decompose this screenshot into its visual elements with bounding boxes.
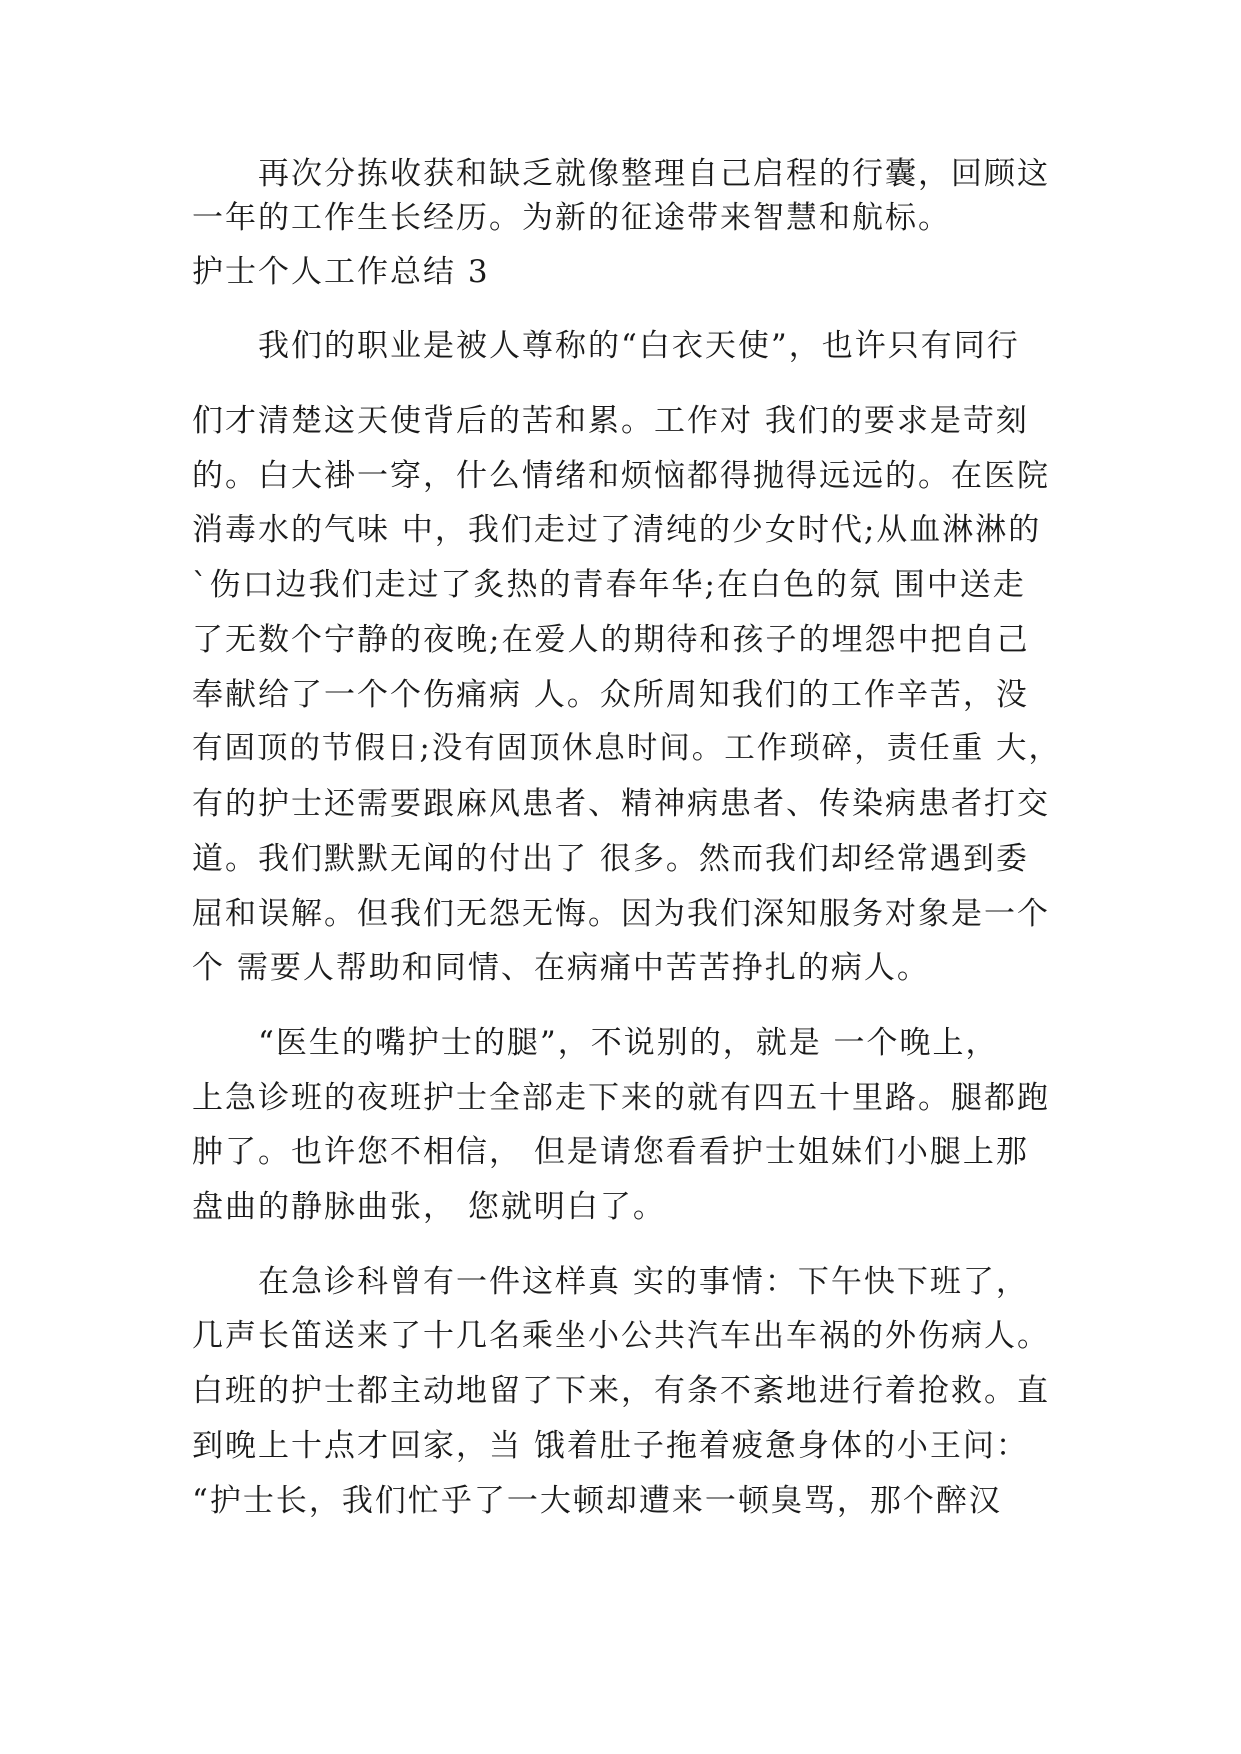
text-line: 们才清楚这天使背后的苦和累。工作对 我们的要求是苛刻 <box>192 403 1029 439</box>
text-line: 个 需要人帮助和同情、在病痛中苦苦挣扎的病人。 <box>192 950 930 986</box>
text-line: 白班的护士都主动地留了下来，有条不紊地进行着抢救。直 <box>192 1373 1050 1409</box>
text-line: 有的护士还需要跟麻风患者、精神病患者、传染病患者打交 <box>192 786 1050 822</box>
text-line: 奉献给了一个个伤痛病 人。众所周知我们的工作辛苦，没 <box>192 677 1029 713</box>
text-line: 在急诊科曾有一件这样真 实的事情：下午快下班了， <box>192 1264 1029 1300</box>
text-line: 上急诊班的夜班护士全部走下来的就有四五十里路。腿都跑 <box>192 1080 1050 1116</box>
text-line: 再次分拣收获和缺乏就像整理自己启程的行囊，回顾这 <box>192 156 1050 192</box>
section-heading: 护士个人工作总结 3 <box>192 254 490 290</box>
text-line: 一年的工作生长经历。为新的征途带来智慧和航标。 <box>192 200 951 236</box>
text-line: 到晚上十点才回家，当 饿着肚子拖着疲惫身体的小王问： <box>192 1428 1029 1464</box>
text-line: 盘曲的静脉曲张， 您就明白了。 <box>192 1189 666 1225</box>
text-line: 几声长笛送来了十几名乘坐小公共汽车出车祸的外伤病人。 <box>192 1318 1050 1354</box>
text-line: 屈和误解。但我们无怨无悔。因为我们深知服务对象是一个 <box>192 896 1050 932</box>
text-line: 我们的职业是被人尊称的“白衣天使”，也许只有同行 <box>192 328 1020 364</box>
text-line: 的。白大褂一穿，什么情绪和烦恼都得抛得远远的。在医院 <box>192 458 1050 494</box>
text-line: 有固顶的节假日;没有固顶休息时间。工作琐碎，责任重 大， <box>192 731 1061 766</box>
text-line: 消毒水的气味 中，我们走过了清纯的少女时代;从血淋淋的 <box>192 512 1042 548</box>
text-line: “护士长，我们忙乎了一大顿却遭来一顿臭骂，那个醉汉 <box>192 1483 1002 1519</box>
text-line: “医生的嘴护士的腿”，不说别的，就是 一个晚上， <box>192 1025 999 1061</box>
text-line: 肿了。也许您不相信， 但是请您看看护士姐妹们小腿上那 <box>192 1134 1029 1170</box>
text-line: 了无数个宁静的夜晚;在爱人的期待和孩子的埋怨中把自己 <box>192 622 1030 658</box>
text-line: 道。我们默默无闻的付出了 很多。然而我们却经常遇到委 <box>192 841 1029 877</box>
text-line: `伤口边我们走过了炙热的青春年华;在白色的氛 围中送走 <box>192 567 1026 603</box>
